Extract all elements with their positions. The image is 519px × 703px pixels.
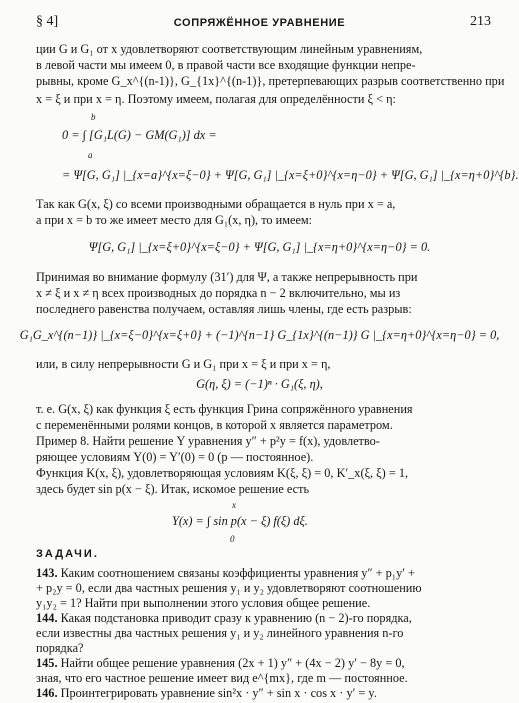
text-line: x = ξ и при x = η. Поэтому имеем, полагая для определённости ξ < η: <box>36 92 396 106</box>
section-marker: § 4] <box>36 14 59 29</box>
problem-text: Проинтегрировать уравнение sin²x · y″ + sin x · cos x · y′ = y. <box>60 686 377 700</box>
problem-number: 143. <box>36 566 58 580</box>
text-line: Так как G(x, ξ) со всеми производными обращается в нуль при x = a, <box>36 197 396 211</box>
example-line: ряющее условиям Y(0) = Y′(0) = 0 (p — постоянное). <box>36 450 314 464</box>
text-line: последнего равенства получаем, оставляя лишь члены, где есть разрыв: <box>36 302 412 316</box>
text-line: рывны, кроме G_x^{(n-1)}, G_{1x}^{(n-1)}, претерпевающих разрыв соответственно при <box>36 74 505 88</box>
running-title: СОПРЯЖЁННОЕ УРАВНЕНИЕ <box>173 17 346 29</box>
problem-text: Какая подстановка приводит сразу к уравнению (n − 2)-го порядка, <box>60 611 412 625</box>
text-line: или, в силу непрерывности G и G₁ при x = ξ и при x = η, <box>36 357 331 371</box>
example-line: Пример 8. Найти решение Y уравнения y″ + p²y = f(x), удовлетво- <box>36 434 380 448</box>
problem-line: если известны два частных решения y₁ и y₂ линейного уравнения n-го <box>36 626 404 640</box>
text-line: x ≠ ξ и x ≠ η всех производных до порядка n − 2 включительно, мы из <box>36 286 401 300</box>
equation-integral: 0 = ∫ [G₁L(G) − GM(G₁)] dx = <box>62 128 217 142</box>
problem-line <box>36 686 498 701</box>
text-line: Принимая во внимание формулу (31′) для Ψ, а также непрерывность при <box>36 270 418 284</box>
integral-lower-limit: a <box>88 150 93 160</box>
integral-lower-limit: 0 <box>230 534 235 544</box>
problem-text: Найти общее решение уравнения (2x + 1) y″ + (4x − 2) y′ − 8y = 0, <box>60 656 405 670</box>
problem-line <box>36 611 498 626</box>
problem-line: зная, что его частное решение имеет вид e^{mx}, где m — постоянное. <box>36 671 408 685</box>
problem-line: порядка? <box>36 641 84 655</box>
problem-number: 145. <box>36 656 58 670</box>
text-line: а при x = b то же имеет место для G₁(x, η), то имеем: <box>36 213 313 227</box>
text-line: в левой части мы имеем 0, в правой части все входящие функции непре- <box>36 58 416 72</box>
problem-line <box>36 566 498 581</box>
section-title: ЗАДАЧИ. <box>36 548 99 560</box>
integral-upper-limit: b <box>91 112 96 122</box>
problem-number: 146. <box>36 686 58 700</box>
equation-solution: Y(x) = ∫ sin p(x − ξ) f(ξ) dξ. <box>172 514 308 528</box>
example-line: здесь будет sin p(x − ξ). Итак, искомое решение есть <box>36 482 310 496</box>
equation-boundary-sum: Ψ[G, G₁] |_{x=ξ+0}^{x=ξ−0} + Ψ[G, G₁] |_{x=η+0}^{x=η−0} = 0. <box>88 240 431 254</box>
equation-integral-expansion: = Ψ[G, G₁] |_{x=a}^{x=ξ−0} + Ψ[G, G₁] |_{x=ξ+0}^{x=η−0} + Ψ[G, G₁] |_{x=η+0}^{b}. <box>62 168 519 182</box>
text-line: с переменёнными ролями концов, в которой x является параметром. <box>36 418 393 432</box>
problem-line: + p₂y = 0, если два частных решения y₁ и y₂ удовлетворяют соотношению <box>36 581 422 595</box>
page-number: 213 <box>470 14 491 29</box>
problem-line <box>36 656 498 671</box>
problem-text: Каким соотношением связаны коэффициенты уравнения y″ + p₁y′ + <box>60 566 415 580</box>
problem-number: 144. <box>36 611 58 625</box>
equation-jump-condition: G₁G_x^{(n−1)} |_{x=ξ−0}^{x=ξ+0} + (−1)^{n−1} G_{1x}^{(n−1)} G |_{x=η+0}^{x=η−0} = 0, <box>19 328 500 342</box>
integral-upper-limit: x <box>232 500 236 510</box>
text-line: ции G и G₁ от x удовлетворяют соответствующим линейным уравнениям, <box>36 42 423 56</box>
equation-symmetry: G(η, ξ) = (−1)ⁿ · G₁(ξ, η), <box>196 377 323 391</box>
text-line: т. е. G(x, ξ) как функция ξ есть функция Грина сопряжённого уравнения <box>36 402 413 416</box>
problem-line: y₁y₂ = 1? Найти при выполнении этого условия общее решение. <box>36 596 371 610</box>
example-line: Функция K(x, ξ), удовлетворяющая условиям K(ξ, ξ) = 0, K′_x(ξ, ξ) = 1, <box>36 466 409 480</box>
